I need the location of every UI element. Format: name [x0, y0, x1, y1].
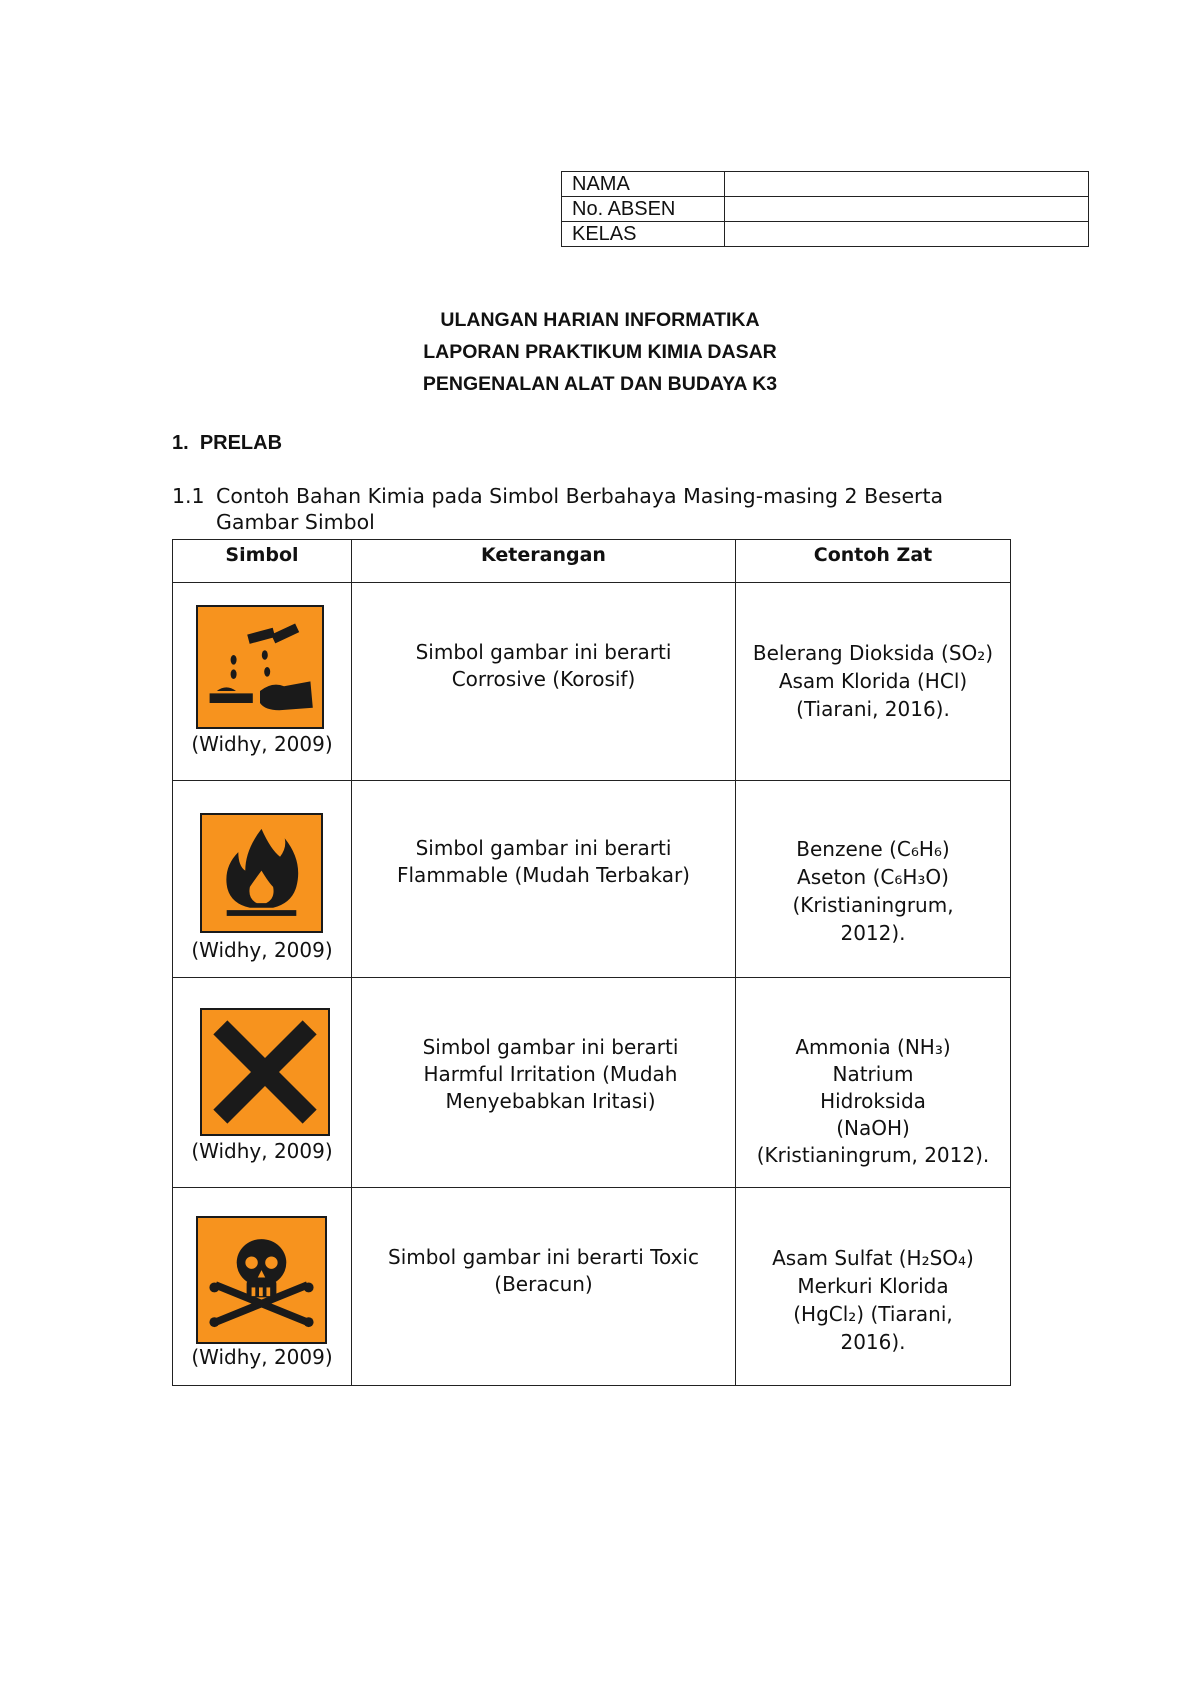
description-line: Harmful Irritation (Mudah	[423, 1062, 678, 1086]
identity-value-nama[interactable]	[725, 172, 1089, 197]
title-line-1: ULANGAN HARIAN INFORMATIKA	[440, 309, 760, 331]
example-line: 2016).	[840, 1330, 906, 1354]
example-line: Benzene (C₆H₆)	[796, 837, 950, 861]
identity-label-kelas: KELAS	[562, 222, 725, 247]
example-line: (HgCl₂) (Tiarani,	[793, 1302, 953, 1326]
description-line: Simbol gambar ini berarti	[422, 1035, 679, 1059]
symbol-citation: (Widhy, 2009)	[191, 1345, 333, 1369]
example-line: (Kristianingrum,	[792, 893, 954, 917]
section-heading	[172, 432, 282, 455]
example-line: Belerang Dioksida (SO₂)	[752, 641, 994, 665]
table-header-row	[173, 540, 1011, 583]
toxic-icon	[196, 1216, 327, 1344]
symbol-citation: (Widhy, 2009)	[191, 1139, 333, 1163]
title-line-2: LAPORAN PRAKTIKUM KIMIA DASAR	[423, 341, 777, 363]
description-cell	[352, 1188, 736, 1386]
identity-row	[562, 197, 1089, 222]
description-line: Menyebabkan Iritasi)	[445, 1089, 656, 1113]
table-row	[173, 1188, 1011, 1386]
symbol-citation: (Widhy, 2009)	[191, 732, 333, 756]
section-number: 1.	[172, 432, 189, 454]
example-cell	[736, 781, 1011, 978]
identity-label-absen: No. ABSEN	[562, 197, 725, 222]
example-line: Aseton (C₆H₃O)	[797, 865, 949, 889]
description-line: Corrosive (Korosif)	[451, 667, 636, 691]
example-line: (Kristianingrum, 2012).	[756, 1143, 990, 1167]
subsection-line-2: Gambar Simbol	[216, 510, 375, 534]
corrosive-icon	[196, 605, 324, 729]
description-line: Simbol gambar ini berarti	[415, 836, 672, 860]
section-title: PRELAB	[199, 432, 283, 454]
header-contoh-zat: Contoh Zat	[736, 540, 1011, 583]
example-line: (Tiarani, 2016).	[796, 697, 950, 721]
table-row	[173, 781, 1011, 978]
description-line: Flammable (Mudah Terbakar)	[397, 863, 690, 887]
description-line: (Beracun)	[494, 1272, 593, 1296]
description-line: Simbol gambar ini berarti Toxic	[388, 1245, 699, 1269]
symbol-cell	[173, 1188, 352, 1386]
table-row	[173, 978, 1011, 1188]
header-simbol: Simbol	[173, 540, 352, 583]
example-cell	[736, 583, 1011, 781]
hazard-symbol-table	[172, 539, 1011, 1386]
example-line: Merkuri Klorida	[797, 1274, 949, 1298]
example-line: (NaOH)	[836, 1116, 910, 1140]
example-line: Natrium	[832, 1062, 914, 1086]
symbol-cell	[173, 781, 352, 978]
description-line: Simbol gambar ini berarti	[415, 640, 672, 664]
description-cell	[352, 978, 736, 1188]
harmful-icon	[200, 1008, 330, 1136]
identity-table	[561, 171, 1089, 247]
identity-value-absen[interactable]	[725, 197, 1089, 222]
subsection-line-1: Contoh Bahan Kimia pada Simbol Berbahaya Masing-masing 2 Beserta	[216, 484, 944, 508]
title-line-3: PENGENALAN ALAT DAN BUDAYA K3	[422, 373, 778, 395]
symbol-cell	[173, 583, 352, 781]
example-line: Asam Klorida (HCl)	[778, 669, 968, 693]
subsection-heading	[172, 483, 1032, 535]
header-keterangan: Keterangan	[352, 540, 736, 583]
example-cell	[736, 1188, 1011, 1386]
subsection-number: 1.1	[172, 484, 205, 508]
example-line: Hidroksida	[820, 1089, 926, 1113]
example-cell	[736, 978, 1011, 1188]
symbol-citation: (Widhy, 2009)	[191, 938, 333, 962]
description-cell	[352, 583, 736, 781]
symbol-cell	[173, 978, 352, 1188]
example-line: Ammonia (NH₃)	[795, 1035, 951, 1059]
example-line: 2012).	[840, 921, 906, 945]
identity-row	[562, 222, 1089, 247]
identity-value-kelas[interactable]	[725, 222, 1089, 247]
identity-label-nama: NAMA	[562, 172, 725, 197]
identity-row	[562, 172, 1089, 197]
table-row	[173, 583, 1011, 781]
flammable-icon	[200, 813, 323, 933]
example-line: Asam Sulfat (H₂SO₄)	[772, 1246, 974, 1270]
description-cell	[352, 781, 736, 978]
